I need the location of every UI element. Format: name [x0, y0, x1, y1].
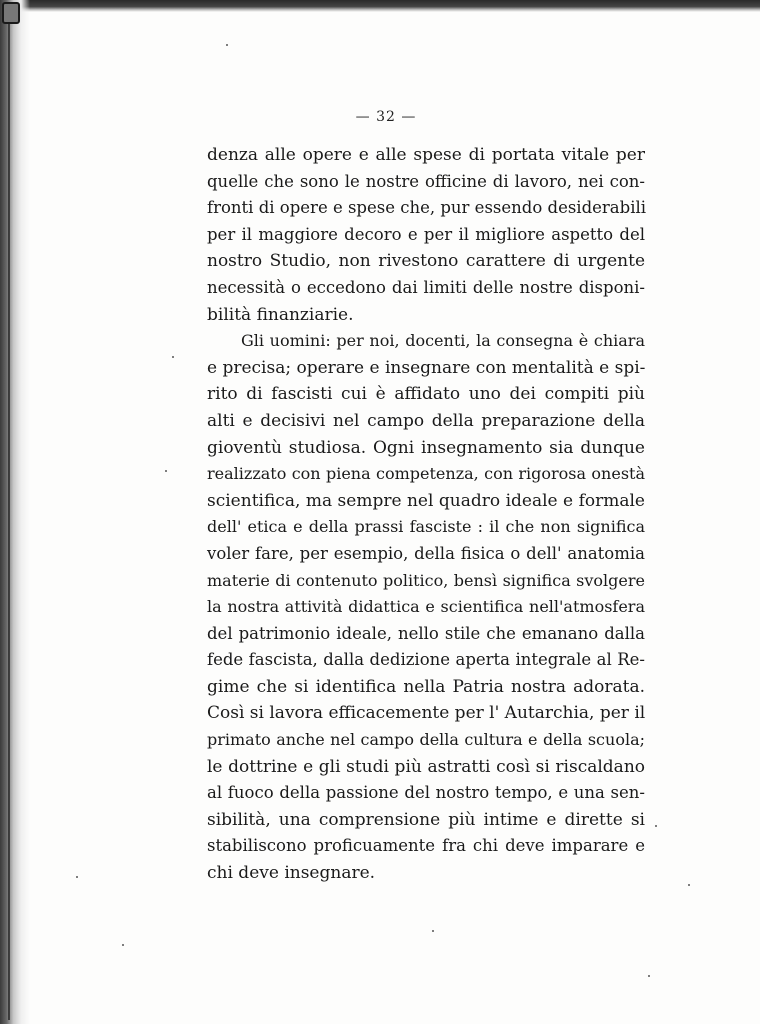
text-line: stabiliscono proficuamente fra chi deve imparare e [207, 836, 645, 856]
text-line: sibilità, una comprensione più intime e dirette si [207, 809, 645, 830]
text-line: quelle che sono le nostre officine di lavoro, nei con- [207, 171, 645, 191]
text-line: rito di fascisti cui è affidato uno dei compiti più [207, 384, 645, 405]
text-line: al fuoco della passione del nostro tempo, e una sen- [207, 783, 645, 803]
page-number: — 32 — [355, 109, 417, 125]
scan-top-border [0, 0, 760, 12]
dust-speck [76, 876, 78, 878]
dust-speck [648, 975, 650, 977]
corner-scan-mark [2, 2, 20, 24]
dust-speck [655, 825, 657, 827]
text-line: fede fascista, dalla dedizione aperta integrale al Re- [207, 650, 645, 670]
text-line: nostro Studio, non rivestono carattere di urgente [207, 251, 645, 272]
text-line: necessità o eccedono dai limiti delle nostre disponi- [207, 277, 645, 297]
text-line: gioventù studiosa. Ogni insegnamento sia dunque [207, 437, 645, 458]
text-line: denza alle opere e alle spese di portata vitale per [207, 145, 645, 165]
dust-speck [122, 944, 124, 946]
scan-binding-shadow [0, 0, 30, 1024]
text-line: primato anche nel campo della cultura e della scuola; [207, 730, 645, 750]
dust-speck [172, 356, 174, 358]
text-line: la nostra attività didattica e scientifica nell'atmosfera [207, 597, 645, 617]
text-line: e precisa; operare e insegnare con mentalità e spi- [207, 357, 646, 378]
text-line: Così si lavora efficacemente per l' Autarchia, per il [207, 703, 646, 724]
dust-speck [688, 884, 690, 886]
dust-speck [226, 44, 228, 46]
text-line: voler fare, per esempio, della fisica o dell' anatomia [207, 543, 645, 563]
text-line: chi deve insegnare. [207, 863, 376, 884]
binding-line [8, 20, 10, 1020]
text-line: per il maggiore decoro e per il migliore aspetto del [207, 224, 645, 244]
text-line: materie di contenuto politico, bensì significa svolgere [207, 570, 645, 590]
text-line: bilità finanziarie. [207, 304, 354, 325]
body-text [207, 142, 645, 887]
text-line: dell' etica e della prassi fasciste : il che non significa [207, 517, 645, 537]
dust-speck [432, 930, 434, 932]
text-line: realizzato con piena competenza, con rigorosa onestà [207, 464, 645, 484]
text-line: scientifica, ma sempre nel quadro ideale e formale [207, 490, 645, 511]
text-line: Gli uomini: per noi, docenti, la consegna è chiara [241, 331, 645, 351]
text-line: del patrimonio ideale, nello stile che emanano dalla [207, 623, 645, 643]
text-line: le dottrine e gli studi più astratti così si riscaldano [207, 756, 645, 777]
dust-speck [165, 470, 167, 472]
text-line: gime che si identifica nella Patria nostra adorata. [207, 676, 645, 697]
text-line: fronti di opere e spese che, pur essendo desiderabili [207, 198, 647, 218]
text-line: alti e decisivi nel campo della preparazione della [207, 410, 645, 431]
